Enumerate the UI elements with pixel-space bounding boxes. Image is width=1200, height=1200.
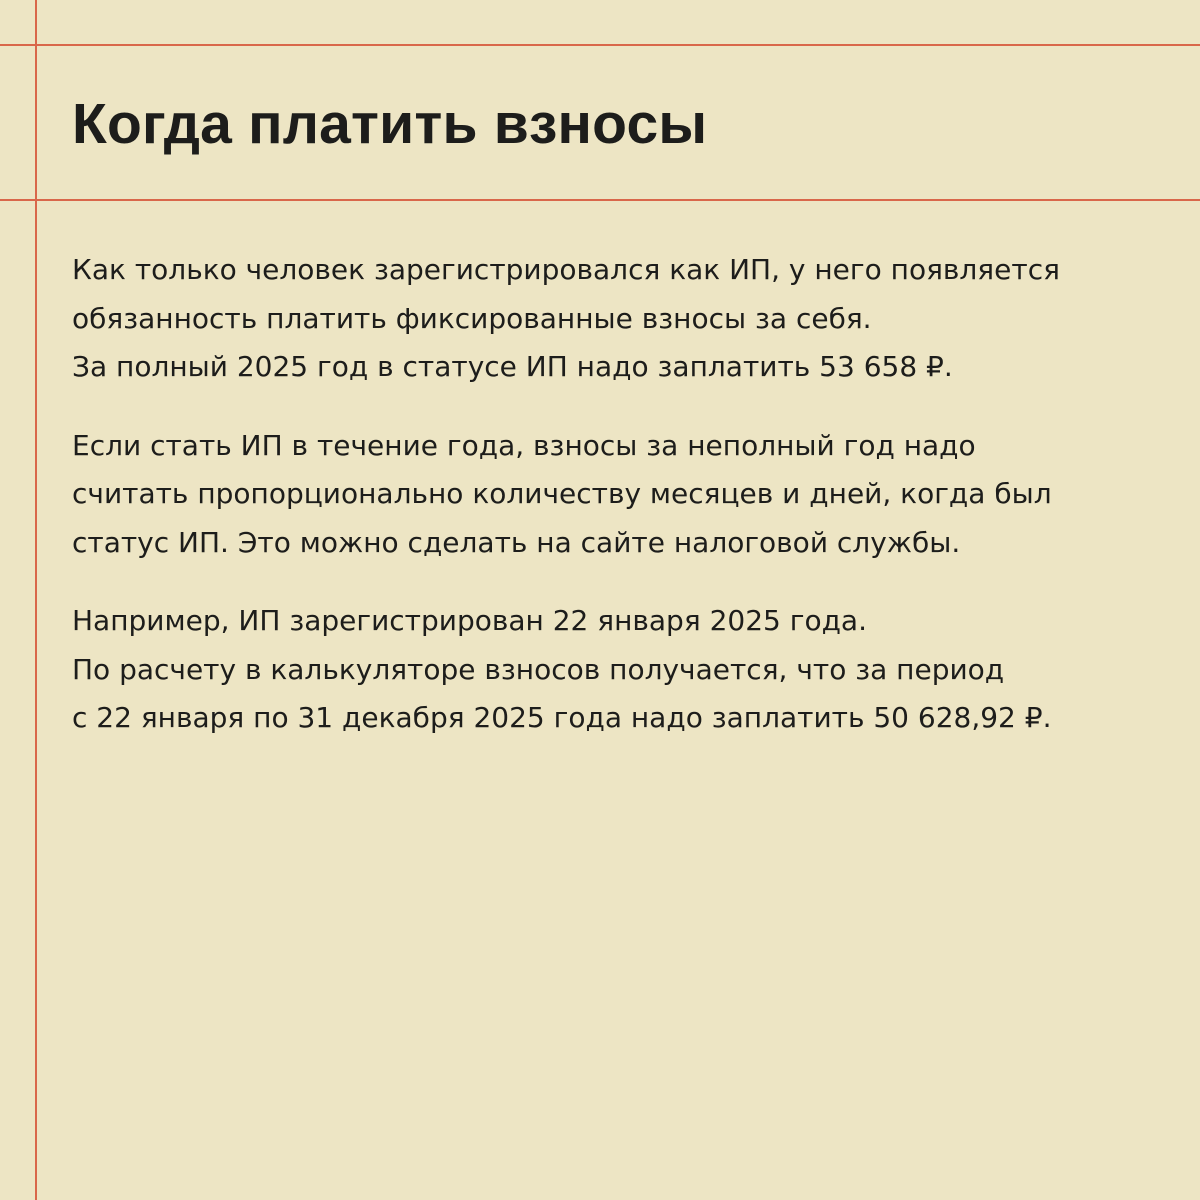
paragraph-line: считать пропорционально количеству месяцев и дней, когда был [72, 477, 1052, 510]
paragraph-partial-year [72, 422, 1162, 568]
top-rule-line [0, 44, 1200, 46]
paragraph-example [72, 597, 1162, 743]
paragraph-line: Как только человек зарегистрировался как ИП, у него появляется [72, 253, 1060, 286]
title-underline-rule [0, 199, 1200, 201]
page-title: Когда платить взносы [72, 92, 708, 156]
paragraph-line: обязанность платить фиксированные взносы за себя. [72, 301, 872, 335]
margin-rule-line [35, 0, 37, 1200]
paragraph-full-year [72, 246, 1162, 392]
paragraph-line: За полный 2025 год в статусе ИП надо заплатить 53 658 ₽. [72, 350, 953, 383]
paragraph-line: с 22 января по 31 декабря 2025 года надо заплатить 50 628,92 ₽. [72, 701, 1052, 734]
paragraph-line: По расчету в калькуляторе взносов получается, что за период [72, 652, 1005, 686]
paragraph-line: статус ИП. Это можно сделать на сайте налоговой службы. [72, 525, 961, 559]
paragraph-line: Если стать ИП в течение года, взносы за неполный год надо [72, 428, 976, 462]
body-content [72, 246, 1162, 773]
paragraph-line: Например, ИП зарегистрирован 22 января 2025 года. [72, 604, 867, 637]
